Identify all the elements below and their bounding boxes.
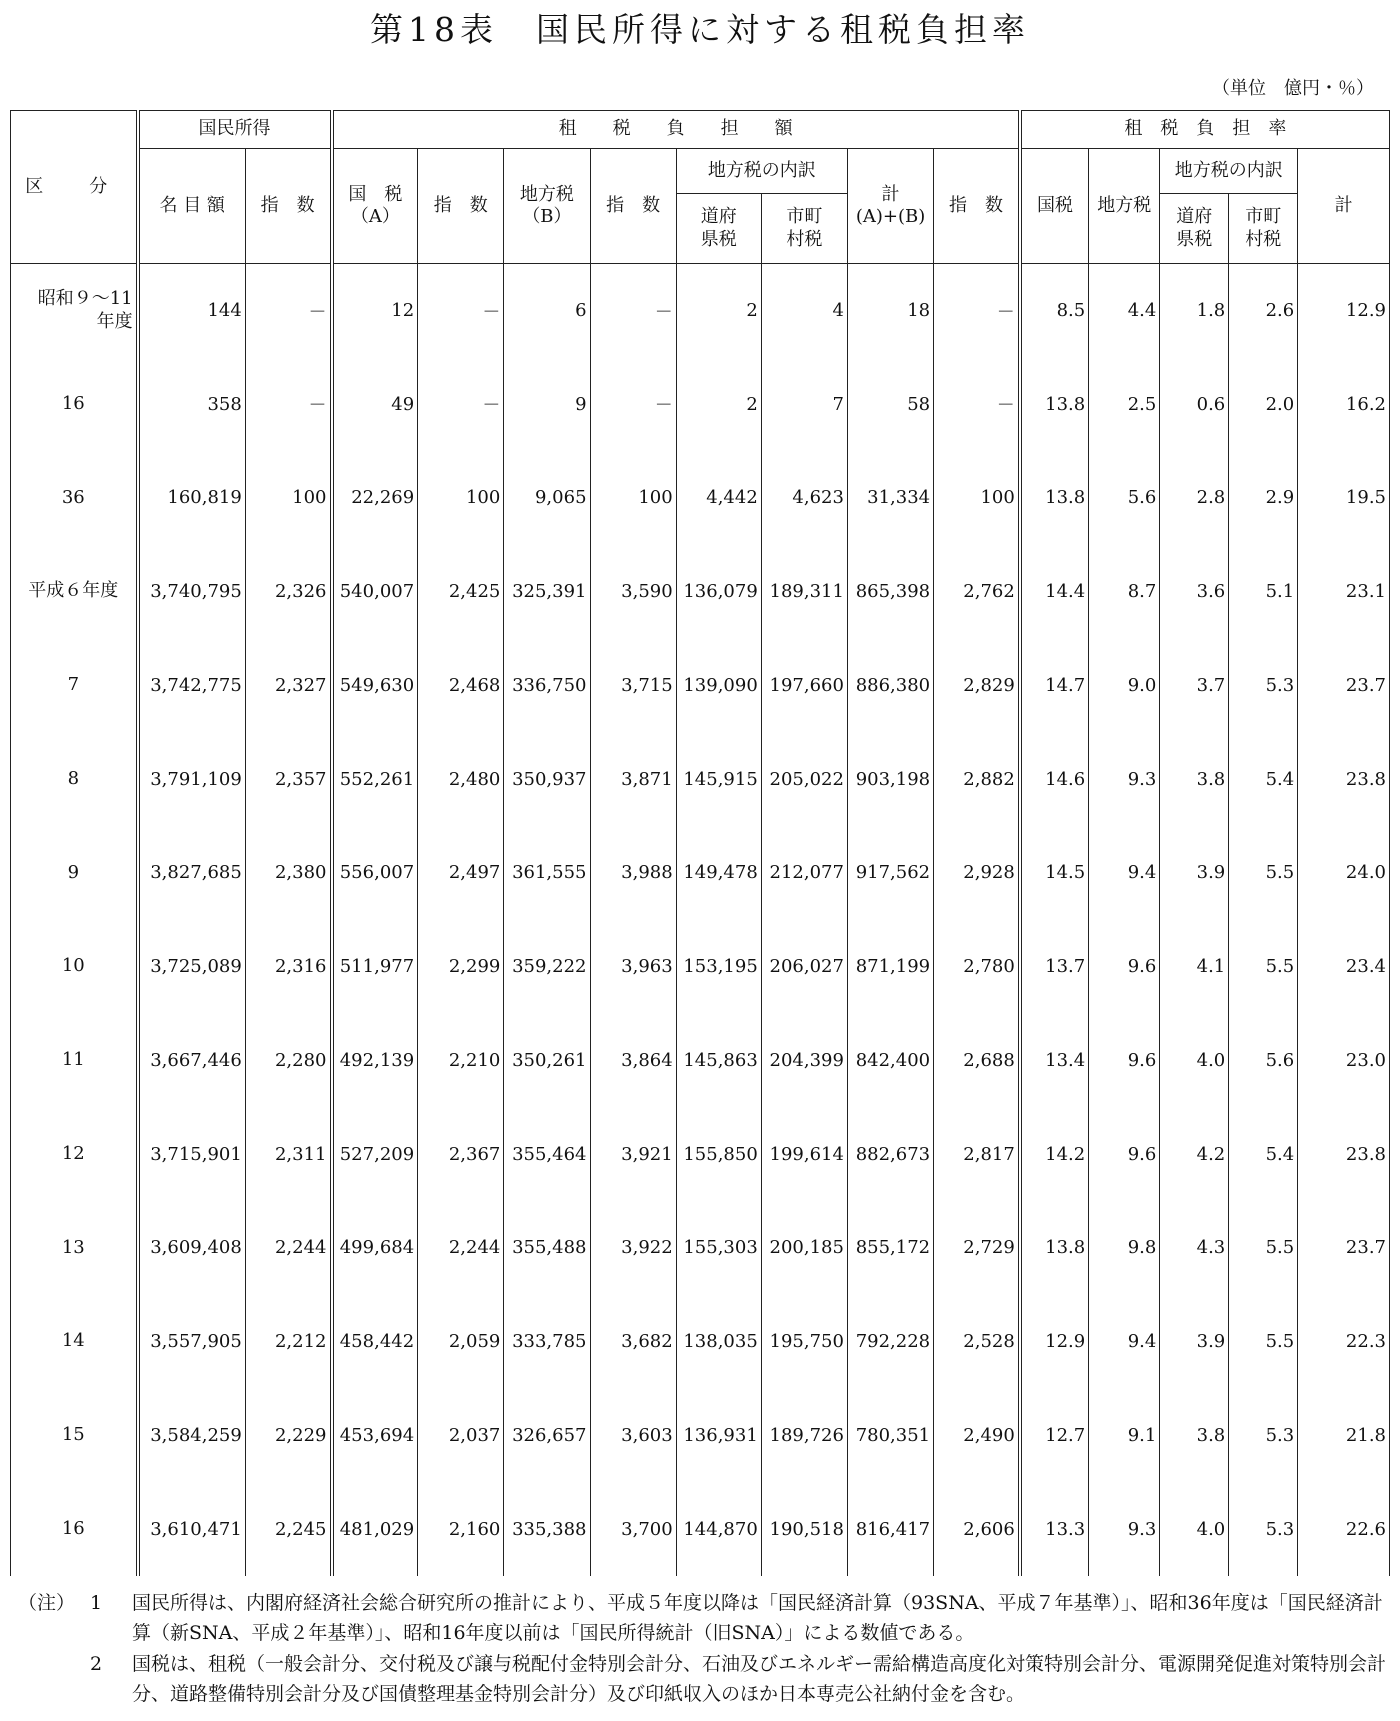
table-cell: 3,988 [590, 826, 676, 920]
table-cell: 9.6 [1089, 920, 1160, 1014]
table-row [11, 357, 1390, 451]
table-cell: 333,785 [504, 1295, 590, 1389]
table-cell: 6 [504, 264, 590, 358]
table-cell: 5.5 [1229, 1295, 1298, 1389]
row-label: 15 [11, 1389, 138, 1483]
table-cell: 12 [332, 264, 418, 358]
table-cell: 7 [761, 357, 847, 451]
row-label: 8 [11, 732, 138, 826]
table-cell: 2,367 [418, 1107, 504, 1201]
table-cell: 4.3 [1160, 1201, 1229, 1295]
table-cell: 9.4 [1089, 1295, 1160, 1389]
table-cell: 12.9 [1298, 264, 1390, 358]
header-municipal-tax: 市町 村税 [761, 194, 847, 264]
table-row [11, 920, 1390, 1014]
table-cell: 2,688 [934, 1014, 1020, 1108]
row-label: 16 [11, 357, 138, 451]
table-cell: 2,357 [245, 732, 331, 826]
table-cell: 23.7 [1298, 639, 1390, 733]
header-rate-prefectural-tax: 道府 県税 [1160, 194, 1229, 264]
table-cell: 9.4 [1089, 826, 1160, 920]
table-cell: 2.5 [1089, 357, 1160, 451]
table-cell: － [418, 357, 504, 451]
table-cell: － [934, 357, 1020, 451]
table-cell: 13.8 [1020, 451, 1089, 545]
table-cell: 2,244 [418, 1201, 504, 1295]
header-rate-municipal-tax: 市町 村税 [1229, 194, 1298, 264]
table-cell: 540,007 [332, 545, 418, 639]
table-cell: 2,245 [245, 1482, 331, 1576]
table-cell: 4 [761, 264, 847, 358]
note-number: 1 [90, 1592, 103, 1614]
table-cell: 2 [676, 357, 761, 451]
table-cell: 14.5 [1020, 826, 1089, 920]
table-cell: 149,478 [676, 826, 761, 920]
table-row [11, 1295, 1390, 1389]
table-cell: 22.3 [1298, 1295, 1390, 1389]
table-cell: 9.3 [1089, 1482, 1160, 1576]
table-cell: 13.4 [1020, 1014, 1089, 1108]
table-cell: 22.6 [1298, 1482, 1390, 1576]
table-cell: 4,442 [676, 451, 761, 545]
header-nominal-amount: 名 目 額 [138, 149, 246, 264]
table-cell: 195,750 [761, 1295, 847, 1389]
table-cell: 100 [418, 451, 504, 545]
table-cell: 14.7 [1020, 639, 1089, 733]
table-cell: 552,261 [332, 732, 418, 826]
table-row [11, 545, 1390, 639]
table-cell: 23.0 [1298, 1014, 1390, 1108]
header-index-national-tax: 指 数 [418, 149, 504, 264]
header-index-income: 指 数 [245, 149, 331, 264]
table-row [11, 1201, 1390, 1295]
table-cell: 361,555 [504, 826, 590, 920]
table-cell: 9.0 [1089, 639, 1160, 733]
table-cell: 2.0 [1229, 357, 1298, 451]
header-index-total: 指 数 [934, 149, 1020, 264]
table-cell: 2,528 [934, 1295, 1020, 1389]
row-label: 昭和９～11 年度 [11, 264, 138, 358]
table-cell: 3,715 [590, 639, 676, 733]
table-cell: 13.8 [1020, 1201, 1089, 1295]
table-cell: 350,261 [504, 1014, 590, 1108]
row-label: 10 [11, 920, 138, 1014]
table-cell: 2,606 [934, 1482, 1020, 1576]
table-cell: 2,380 [245, 826, 331, 920]
row-label: 36 [11, 451, 138, 545]
table-cell: 3,725,089 [138, 920, 246, 1014]
table-cell: 4.0 [1160, 1014, 1229, 1108]
note-text: 国税は、租税（一般会計分、交付税及び譲与税配付金特別会計分、石油及びエネルギー需給構造高度化対策特別会計分、電源開発促進対策特別会計分、道路整備特別会計分及び国債整理基金特別会計分）及び印紙収入のほか日本専売公社納付金を含む。 [132, 1653, 1387, 1706]
table-cell: 2,311 [245, 1107, 331, 1201]
table-row [11, 264, 1390, 358]
header-total-ab: 計 (A)+(B) [847, 149, 933, 264]
header-national-tax-a: 国 税 （A） [332, 149, 418, 264]
table-cell: 197,660 [761, 639, 847, 733]
table-cell: 145,863 [676, 1014, 761, 1108]
table-cell: 155,850 [676, 1107, 761, 1201]
table-cell: 200,185 [761, 1201, 847, 1295]
table-cell: 2,480 [418, 732, 504, 826]
table-cell: 9.6 [1089, 1107, 1160, 1201]
table-cell: 3,921 [590, 1107, 676, 1201]
header-rate-local-tax: 地方税 [1089, 149, 1160, 264]
table-cell: 816,417 [847, 1482, 933, 1576]
table-cell: 842,400 [847, 1014, 933, 1108]
table-row [11, 1482, 1390, 1576]
table-cell: 23.8 [1298, 732, 1390, 826]
table-cell: 9.6 [1089, 1014, 1160, 1108]
table-cell: － [934, 264, 1020, 358]
table-cell: 2.6 [1229, 264, 1298, 358]
table-cell: 0.6 [1160, 357, 1229, 451]
header-tax-burden-rate: 租 税 負 担 率 [1020, 111, 1390, 149]
table-cell: 3,700 [590, 1482, 676, 1576]
table-cell: 358 [138, 357, 246, 451]
table-cell: 14.4 [1020, 545, 1089, 639]
table-row [11, 1389, 1390, 1483]
table-row [11, 826, 1390, 920]
table-cell: 19.5 [1298, 451, 1390, 545]
table-cell: 2,928 [934, 826, 1020, 920]
table-cell: 499,684 [332, 1201, 418, 1295]
header-rate-total: 計 [1298, 149, 1390, 264]
table-cell: － [590, 357, 676, 451]
table-cell: 3.8 [1160, 1389, 1229, 1483]
table-cell: 23.8 [1298, 1107, 1390, 1201]
table-cell: 865,398 [847, 545, 933, 639]
table-cell: 2,299 [418, 920, 504, 1014]
table-cell: 3,610,471 [138, 1482, 246, 1576]
table-cell: 549,630 [332, 639, 418, 733]
table-cell: 355,488 [504, 1201, 590, 1295]
table-cell: 8.7 [1089, 545, 1160, 639]
table-cell: 136,079 [676, 545, 761, 639]
table-cell: 2,059 [418, 1295, 504, 1389]
table-row [11, 639, 1390, 733]
row-label: 平成６年度 [11, 545, 138, 639]
table-cell: 21.8 [1298, 1389, 1390, 1483]
table-cell: 2 [676, 264, 761, 358]
table-cell: 2,762 [934, 545, 1020, 639]
note-number: 2 [90, 1653, 103, 1675]
table-cell: 23.1 [1298, 545, 1390, 639]
table-cell: 18 [847, 264, 933, 358]
table-cell: 326,657 [504, 1389, 590, 1483]
table-cell: 23.4 [1298, 920, 1390, 1014]
table-row [11, 1107, 1390, 1201]
table-cell: － [245, 357, 331, 451]
table-cell: 3,742,775 [138, 639, 246, 733]
table-cell: 2,229 [245, 1389, 331, 1483]
table-cell: 481,029 [332, 1482, 418, 1576]
table-cell: 453,694 [332, 1389, 418, 1483]
table-cell: 3,603 [590, 1389, 676, 1483]
header-local-tax-breakdown: 地方税の内訳 [676, 149, 847, 194]
table-cell: 882,673 [847, 1107, 933, 1201]
row-label: 9 [11, 826, 138, 920]
table-cell: 136,931 [676, 1389, 761, 1483]
table-cell: 3,922 [590, 1201, 676, 1295]
table-cell: 13.8 [1020, 357, 1089, 451]
table-cell: 2,160 [418, 1482, 504, 1576]
table-cell: 2.9 [1229, 451, 1298, 545]
table-cell: 2,327 [245, 639, 331, 733]
header-rate-national-tax: 国税 [1020, 149, 1089, 264]
table-cell: 871,199 [847, 920, 933, 1014]
table-cell: 4.2 [1160, 1107, 1229, 1201]
table-cell: 2,037 [418, 1389, 504, 1483]
table-cell: 189,311 [761, 545, 847, 639]
table-cell: 2,326 [245, 545, 331, 639]
table-cell: 31,334 [847, 451, 933, 545]
table-cell: 3,827,685 [138, 826, 246, 920]
table-cell: 492,139 [332, 1014, 418, 1108]
table-cell: 212,077 [761, 826, 847, 920]
table-cell: 3,590 [590, 545, 676, 639]
table-row [11, 732, 1390, 826]
table-cell: 3,791,109 [138, 732, 246, 826]
table-cell: 3.9 [1160, 1295, 1229, 1389]
table-cell: 13.3 [1020, 1482, 1089, 1576]
note-text: 国民所得は、内閣府経済社会総合研究所の推計により、平成５年度以降は「国民経済計算（93SNA、平成７年基準）」、昭和36年度は「国民経済計算（新SNA、平成２年基準）」、昭和16年度以前は「国民所得統計（旧SNA）」による数値である。 [132, 1592, 1383, 1645]
table-cell: 144 [138, 264, 246, 358]
note-item [90, 1588, 1390, 1649]
table-cell: 2,468 [418, 639, 504, 733]
table-cell: 3,667,446 [138, 1014, 246, 1108]
table-cell: 3,740,795 [138, 545, 246, 639]
table-cell: 4.4 [1089, 264, 1160, 358]
row-label: 11 [11, 1014, 138, 1108]
table-cell: 9 [504, 357, 590, 451]
table-cell: 9.1 [1089, 1389, 1160, 1483]
note-item [90, 1649, 1390, 1710]
header-prefectural-tax: 道府 県税 [676, 194, 761, 264]
table-cell: 5.6 [1089, 451, 1160, 545]
table-cell: － [590, 264, 676, 358]
table-cell: 3,557,905 [138, 1295, 246, 1389]
header-tax-burden-amount: 租 税 負 担 額 [332, 111, 1020, 149]
table-cell: 3.7 [1160, 639, 1229, 733]
table-cell: 2,316 [245, 920, 331, 1014]
table-cell: 3.8 [1160, 732, 1229, 826]
table-cell: 138,035 [676, 1295, 761, 1389]
table-cell: 556,007 [332, 826, 418, 920]
table-cell: 903,198 [847, 732, 933, 826]
table-cell: － [418, 264, 504, 358]
page-title: 第18表 国民所得に対する租税負担率 [370, 10, 1030, 49]
table-cell: 100 [245, 451, 331, 545]
table-cell: 3,963 [590, 920, 676, 1014]
table-cell: 206,027 [761, 920, 847, 1014]
table-cell: 9,065 [504, 451, 590, 545]
table-cell: 5.3 [1229, 639, 1298, 733]
table-cell: 12.7 [1020, 1389, 1089, 1483]
header-national-income: 国民所得 [138, 111, 332, 149]
table-cell: 199,614 [761, 1107, 847, 1201]
table-cell: 2,497 [418, 826, 504, 920]
table-cell: 336,750 [504, 639, 590, 733]
table-cell: 49 [332, 357, 418, 451]
table-cell: 12.9 [1020, 1295, 1089, 1389]
table-cell: 359,222 [504, 920, 590, 1014]
table-cell: 355,464 [504, 1107, 590, 1201]
header-kubun: 区 分 [11, 111, 138, 264]
table-cell: 144,870 [676, 1482, 761, 1576]
table-cell: 14.2 [1020, 1107, 1089, 1201]
table-cell: 917,562 [847, 826, 933, 920]
table-cell: 4.0 [1160, 1482, 1229, 1576]
row-label: 14 [11, 1295, 138, 1389]
table-cell: 3,682 [590, 1295, 676, 1389]
table-cell: 204,399 [761, 1014, 847, 1108]
notes-head: （注） [18, 1592, 76, 1614]
table-cell: 2,829 [934, 639, 1020, 733]
table-cell: － [245, 264, 331, 358]
row-label: 12 [11, 1107, 138, 1201]
table-cell: 13.7 [1020, 920, 1089, 1014]
table-cell: 9.3 [1089, 732, 1160, 826]
unit-label: （単位 億円・％） [1212, 78, 1374, 99]
table-cell: 23.7 [1298, 1201, 1390, 1295]
table-cell: 886,380 [847, 639, 933, 733]
table-cell: 3,609,408 [138, 1201, 246, 1295]
tax-burden-table [10, 110, 1390, 1576]
table-cell: 3,584,259 [138, 1389, 246, 1483]
header-rate-local-tax-breakdown: 地方税の内訳 [1160, 149, 1298, 194]
table-cell: 2.8 [1160, 451, 1229, 545]
table-cell: 160,819 [138, 451, 246, 545]
table-cell: 100 [590, 451, 676, 545]
table-cell: 58 [847, 357, 933, 451]
table-cell: 458,442 [332, 1295, 418, 1389]
table-cell: 511,977 [332, 920, 418, 1014]
table-cell: 5.1 [1229, 545, 1298, 639]
table-cell: 2,490 [934, 1389, 1020, 1483]
table-cell: 5.3 [1229, 1389, 1298, 1483]
table-cell: 2,210 [418, 1014, 504, 1108]
table-cell: 155,303 [676, 1201, 761, 1295]
table-cell: 335,388 [504, 1482, 590, 1576]
row-label: 13 [11, 1201, 138, 1295]
table-cell: 9.8 [1089, 1201, 1160, 1295]
table-cell: 189,726 [761, 1389, 847, 1483]
table-cell: 22,269 [332, 451, 418, 545]
table-cell: 5.3 [1229, 1482, 1298, 1576]
table-cell: 1.8 [1160, 264, 1229, 358]
table-cell: 527,209 [332, 1107, 418, 1201]
table-cell: 5.4 [1229, 732, 1298, 826]
table-cell: 14.6 [1020, 732, 1089, 826]
table-cell: 16.2 [1298, 357, 1390, 451]
table-cell: 855,172 [847, 1201, 933, 1295]
table-cell: 3,871 [590, 732, 676, 826]
table-cell: 792,228 [847, 1295, 933, 1389]
table-cell: 153,195 [676, 920, 761, 1014]
table-cell: 8.5 [1020, 264, 1089, 358]
table-cell: 4,623 [761, 451, 847, 545]
table-cell: 2,425 [418, 545, 504, 639]
row-label: 16 [11, 1482, 138, 1576]
table-cell: 5.5 [1229, 1201, 1298, 1295]
table-cell: 100 [934, 451, 1020, 545]
table-row [11, 1014, 1390, 1108]
table-cell: 2,817 [934, 1107, 1020, 1201]
table-cell: 5.4 [1229, 1107, 1298, 1201]
table-cell: 2,244 [245, 1201, 331, 1295]
table-cell: 3,864 [590, 1014, 676, 1108]
table-cell: 2,729 [934, 1201, 1020, 1295]
table-cell: 190,518 [761, 1482, 847, 1576]
table-cell: 2,780 [934, 920, 1020, 1014]
table-cell: 350,937 [504, 732, 590, 826]
table-cell: 3.9 [1160, 826, 1229, 920]
table-cell: 3,715,901 [138, 1107, 246, 1201]
row-label: 7 [11, 639, 138, 733]
table-cell: 4.1 [1160, 920, 1229, 1014]
table-cell: 139,090 [676, 639, 761, 733]
header-local-tax-b: 地方税 （B） [504, 149, 590, 264]
table-cell: 2,882 [934, 732, 1020, 826]
table-cell: 5.6 [1229, 1014, 1298, 1108]
table-cell: 205,022 [761, 732, 847, 826]
table-cell: 2,212 [245, 1295, 331, 1389]
header-index-local-tax: 指 数 [590, 149, 676, 264]
table-cell: 2,280 [245, 1014, 331, 1108]
table-row [11, 451, 1390, 545]
table-cell: 325,391 [504, 545, 590, 639]
table-cell: 24.0 [1298, 826, 1390, 920]
table-cell: 145,915 [676, 732, 761, 826]
table-cell: 5.5 [1229, 826, 1298, 920]
table-cell: 3.6 [1160, 545, 1229, 639]
table-cell: 780,351 [847, 1389, 933, 1483]
table-cell: 5.5 [1229, 920, 1298, 1014]
